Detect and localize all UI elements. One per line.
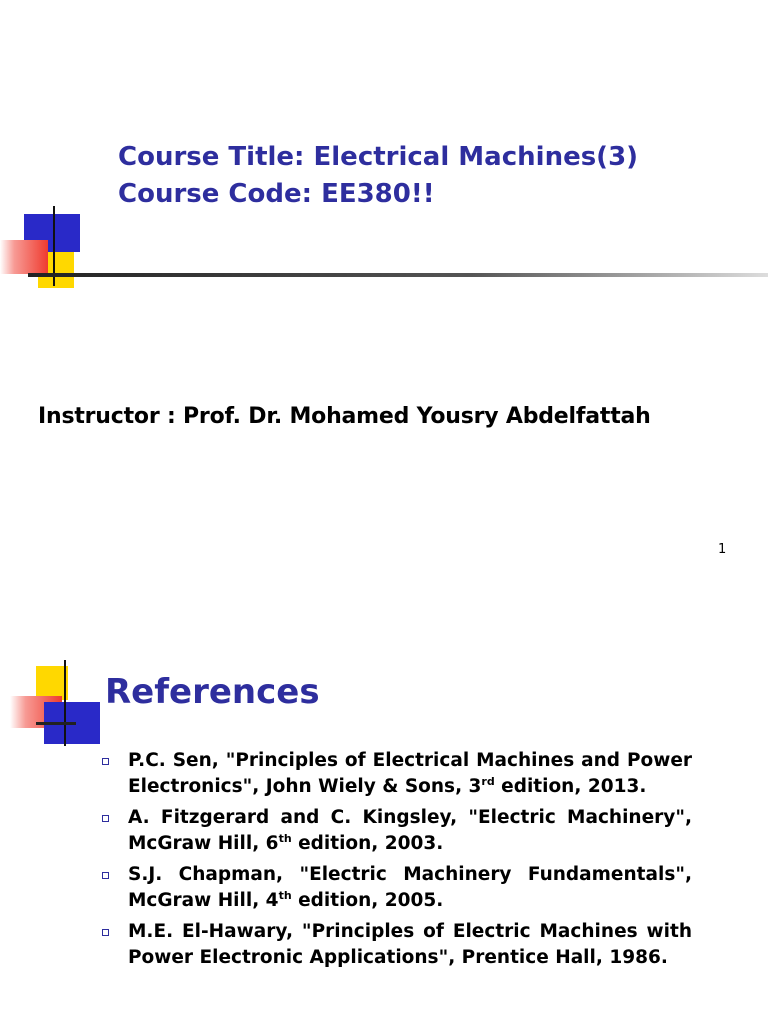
reference-superscript: th (278, 831, 292, 845)
square-bullet-icon (102, 872, 109, 879)
reference-text: P.C. Sen, "Principles of Electrical Machines and Power Electronics", John Wiely & Sons, 3 (128, 750, 692, 797)
square-bullet-icon (102, 758, 109, 765)
reference-item (100, 805, 692, 857)
deco-vertical-line (64, 660, 66, 746)
course-code: Course Code: EE380!! (118, 179, 435, 209)
reference-text-end: edition, 2005. (291, 890, 444, 911)
reference-item (100, 862, 692, 914)
reference-text: A. Fitzgerard and C. Kingsley, "Electric Machinery", McGraw Hill, 6 (128, 807, 692, 854)
references-title: References (105, 672, 320, 712)
deco-horizontal-line (36, 722, 76, 725)
page-number: 1 (718, 542, 727, 557)
reference-superscript: th (278, 888, 292, 902)
slide-logo-decoration (0, 200, 768, 300)
reference-text: M.E. El-Hawary, "Principles of Electric Machines with Power Electronic Applications", Prentice Hall, 1986. (128, 921, 692, 968)
reference-item (100, 748, 692, 800)
deco-red-square (0, 240, 48, 274)
reference-item (100, 919, 692, 971)
slide-logo-decoration (0, 660, 120, 750)
reference-superscript: rd (481, 774, 495, 788)
instructor-name: Instructor : Prof. Dr. Mohamed Yousry Abdelfattah (38, 404, 651, 429)
slide-references (0, 636, 768, 1024)
course-title: Course Title: Electrical Machines(3) (118, 142, 639, 172)
square-bullet-icon (102, 929, 109, 936)
reference-text-end: edition, 2013. (494, 776, 647, 797)
square-bullet-icon (102, 815, 109, 822)
references-list (100, 748, 692, 976)
reference-text-end: edition, 2003. (291, 833, 444, 854)
reference-text: S.J. Chapman, "Electric Machinery Fundamentals", McGraw Hill, 4 (128, 864, 692, 911)
deco-horizontal-rule (28, 273, 768, 277)
